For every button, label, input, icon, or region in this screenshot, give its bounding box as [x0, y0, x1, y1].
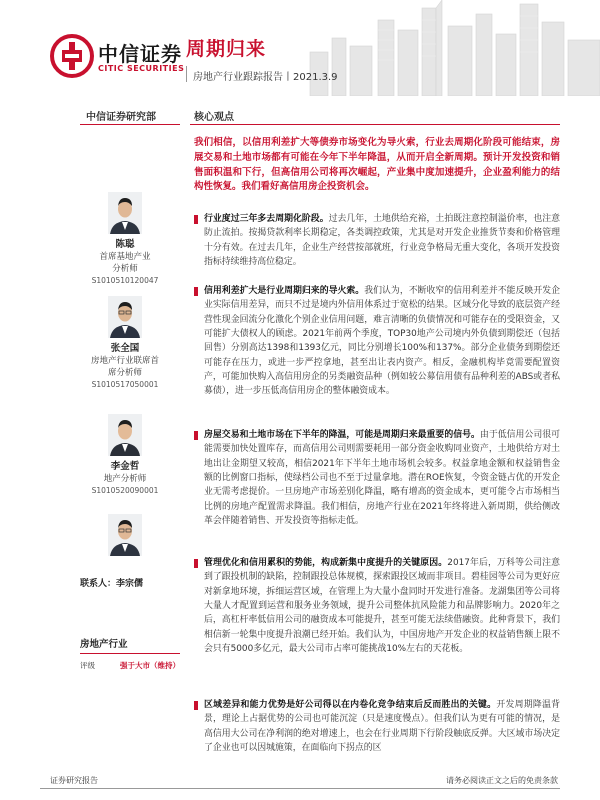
paragraph-lead: 房屋交易和土地市场在下半年的降温，可能是周期归来最重要的信号。	[204, 430, 480, 440]
bullet-marker	[194, 215, 198, 224]
paragraph	[194, 428, 560, 528]
report-subtitle: 房地产行业跟踪报告丨2021.3.9	[186, 68, 338, 83]
rating-value: 强于大市（维持）	[120, 661, 180, 670]
rating-label: 评级	[80, 661, 95, 670]
citic-logo-icon	[50, 34, 94, 78]
industry-title: 房地产行业	[80, 636, 180, 654]
research-dept-heading: 中信证券研究部	[86, 112, 156, 123]
contact-photo	[108, 514, 142, 556]
analyst-photo	[108, 296, 142, 338]
analyst-name: 李金哲	[110, 461, 140, 472]
analyst-role: 分析师	[112, 264, 138, 274]
title-block	[186, 34, 338, 83]
analyst-photo	[108, 414, 142, 456]
analyst-license-id: S1010517050001	[91, 380, 159, 389]
analyst-role: 地产分析师	[103, 474, 147, 484]
key-view-summary: 我们相信，以信用利差扩大等债券市场变化为导火索，行业去周期化阶段可能结束，房展交易和土地市场都有可能在今年下半年降温，从而开启全新周期。预计开发投资和销售面积温和下行，但高信用公司将再次崛起，产业集中度加速提升，企业盈利能力的结构性恢复。我们看好高信用房企投资机会。	[194, 137, 560, 193]
paragraph	[194, 698, 560, 758]
paragraph-lead: 信用利差扩大是行业周期归来的导火索。	[204, 286, 365, 296]
disclaimer-note: 请务必阅读正文之后的免责条款	[446, 776, 558, 785]
bullet-marker	[194, 701, 198, 710]
bullet-marker	[194, 287, 198, 296]
analyst-license-id: S1010520090001	[91, 486, 159, 495]
paragraph-lead: 行业度过三年多去周期化阶段。	[204, 214, 329, 224]
bullet-marker	[194, 559, 198, 568]
analyst-card	[70, 296, 180, 391]
paragraph-body: 开发周期降温背景，理论上占据优势的公司也可能沉淀（只是速度慢点）。但我们认为更有可能的情况，是高信用大公司在净利润的绝对增速上，也会在行业周期下行阶段触底反弹。大区域市场决定了企业也可以因城施策，在面临向下拐点的区	[204, 700, 560, 754]
rating-row	[80, 660, 180, 671]
paragraph-body: 由于低信用公司很可能需要加快处置库存，而高信用公司则需要耗用一部分资金收购同业资产，土地供给方对土地出让金期望又较高，相信2021年下半年土地市场机会较多。权益拿地金额和权益销售金额的比例窗口指标，使绿档公司也不至于过量拿地。潜在ROE恢复，令资金链占优的开发企业无需考虑提价。一旦房地产市场差别化降温，略有增高的资金成本，更可能令占市场相当比例的房地产配置需求降温。我们相信，房地产行业在2021年终将进入新周期，供给侧改革会伴随着销售、开发投资等指标走低。	[204, 430, 561, 527]
paragraph	[194, 284, 560, 399]
analyst-role: 首席基地产业	[99, 252, 151, 262]
bullet-marker	[194, 431, 198, 440]
footer-label: 证券研究报告	[50, 776, 98, 785]
brand-name-en: CITIC SECURITIES	[98, 64, 185, 73]
report-title: 周期归来	[186, 38, 267, 60]
divider	[80, 124, 180, 125]
brand-name-cn: 中信证券	[98, 42, 182, 66]
analyst-card	[70, 192, 180, 287]
paragraph-body: 我们认为，不断收窄的信用利差并不能反映开发企业实际信用差异，而只不过是境内外信用体系过于宽松的结果。区域分化导致的底层资产经营性现金回流分化激化个别企业信用问题，难言清晰的负债情况和可能存在的受限资金，又可能扩大债权人的顾虑。2021年前两个季度，TOP30地产公司境内外负债到期偿还（包括回售）分别高达1398和1393亿元，同比分别增长100%和137%。部分企业债务到期偿还可能存在压力，或进一步严控拿地，甚至出让表内资产。相反，金融机构毕竟需要配置资产，可能加快购入高信用房企的另类融资品种（例如较公募信用债有品种利差的ABS或者私募债），进一步压低高信用房企的整体融资成本。	[204, 286, 561, 397]
paragraph-body: 2017年后，万科等公司注意到了跟投机制的缺陷，控制跟投总体规模，探索跟投区域而非项目。碧桂园等公司为更好应对新拿地环境，拆细运营区域，在管理上为大量小盘同时开发进行准备。龙湖集团等公司将大量人才配置到运营和服务业务领域，提升公司整体抗风险能力和品牌影响力。2020年之后，高杠杆率低信用公司的融资成本可能提升，甚至可能无法续借融资。此种背景下，我们相信新一轮集中度提升浪潮已经开始。我们认为，中国房地产开发企业的权益销售额上限不会只有5000多亿元，最大公司市占率可能挑战10%左右的天花板。	[204, 558, 560, 655]
paragraph-lead: 管理优化和信用累积的势能，构成新集中度提升的关键原因。	[204, 558, 448, 568]
footer-divider	[40, 788, 560, 789]
report-header	[0, 0, 600, 96]
paragraph-lead: 区域差异和能力优势是好公司得以在内卷化竞争结束后反而胜出的关键。	[204, 700, 497, 710]
contact-person: 联系人：李宗儒	[80, 579, 144, 589]
paragraph-body: 过去几年，土地供给充裕，土拍既注意控制溢价率，也注意防止流拍。按揭贷款利率长期稳定，各类调控政策，尤其是对开发企业推货节奏和价格管理十分有效。在过去几年，企业生产经营按部就班，行业竞争格局无重大变化，各项开发投资指标持续维持高位稳定。	[204, 214, 560, 268]
paragraph	[194, 556, 560, 656]
analyst-card	[70, 414, 180, 497]
analyst-role: 房地产行业联席首	[90, 356, 159, 366]
analyst-license-id: S1010510120047	[91, 276, 159, 285]
paragraph	[194, 212, 560, 269]
analyst-photo	[108, 192, 142, 234]
industry-rating-box	[80, 636, 180, 671]
analyst-name: 陈聪	[115, 239, 135, 250]
analyst-name: 张全国	[110, 343, 140, 354]
divider	[190, 124, 560, 125]
analyst-role: 席分析师	[107, 368, 142, 378]
core-view-heading: 核心观点	[194, 112, 234, 123]
